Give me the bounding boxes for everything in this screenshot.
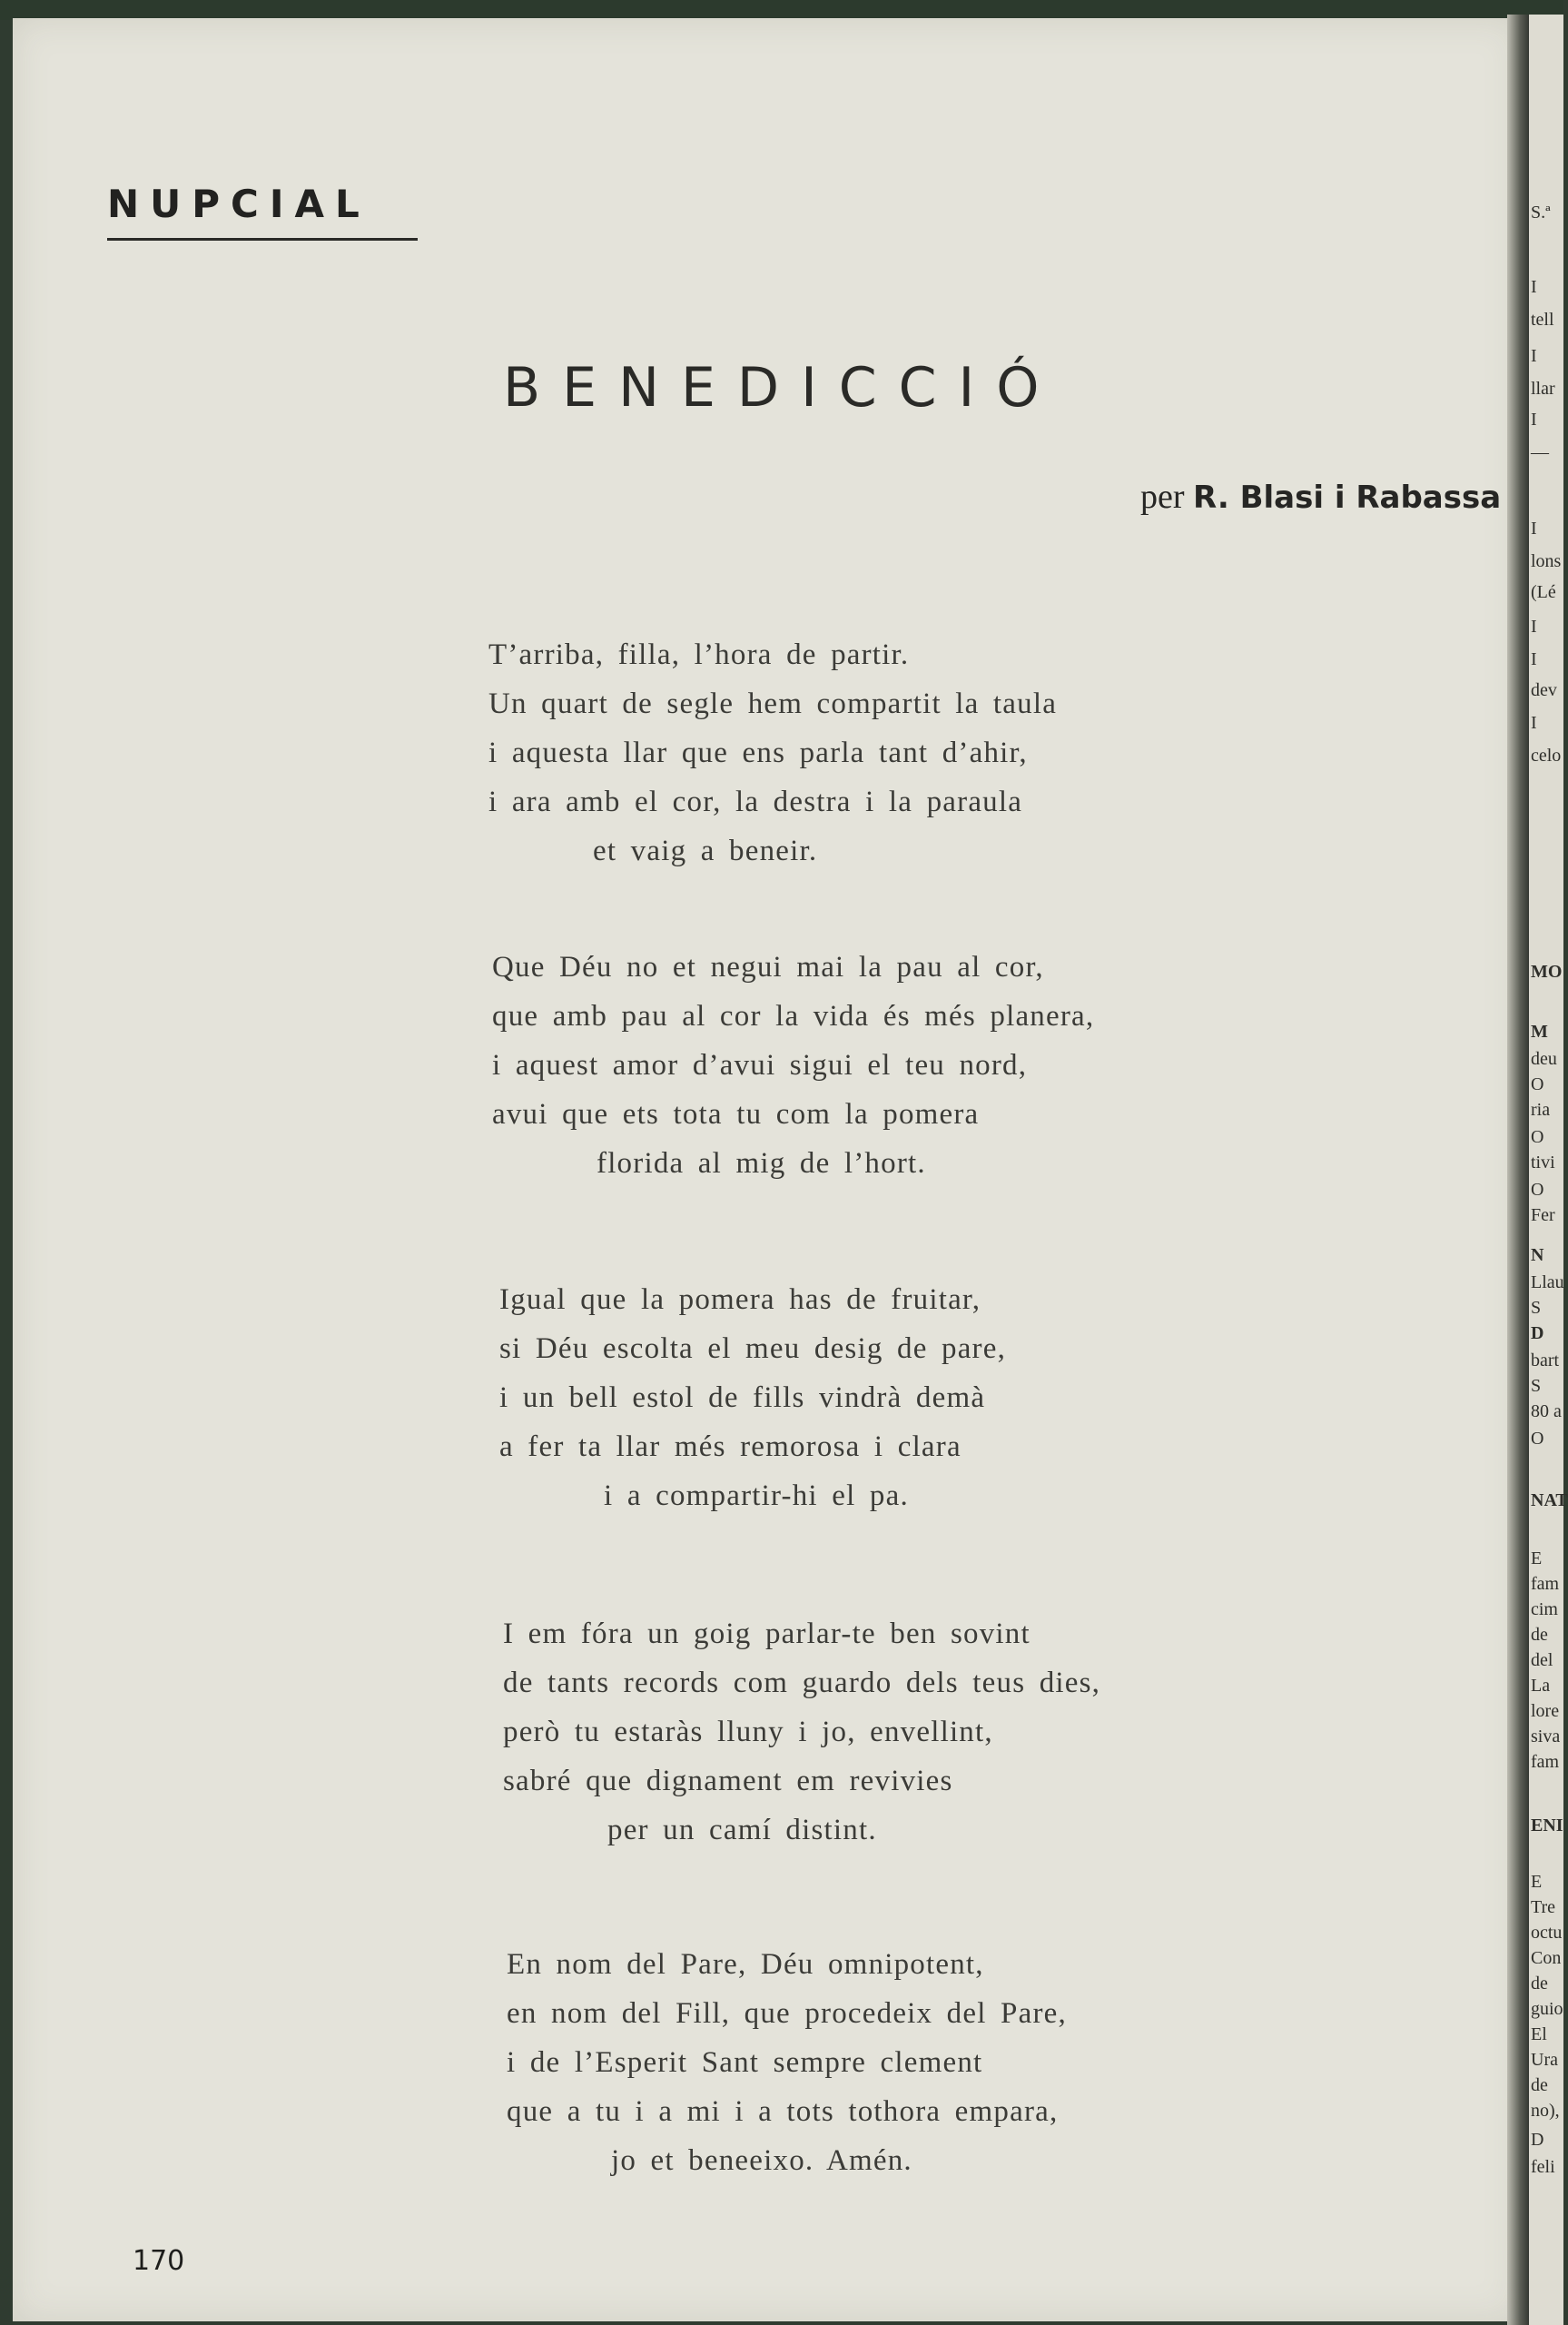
poem-stanza: [499, 1275, 1006, 1520]
adjacent-fragment: S: [1531, 1298, 1542, 1318]
poem-stanza: [492, 943, 1094, 1188]
adjacent-fragment: bart: [1531, 1350, 1560, 1370]
poem-stanza: [507, 1940, 1067, 2185]
page-number: 170: [133, 2245, 185, 2277]
adjacent-fragment: de: [1531, 1974, 1548, 1994]
adjacent-fragment: La: [1531, 1676, 1551, 1696]
adjacent-fragment: O: [1531, 1127, 1544, 1147]
adjacent-fragment: cim: [1531, 1599, 1558, 1619]
adjacent-fragment: I: [1531, 649, 1537, 669]
poem-stanza: [488, 630, 1057, 876]
adjacent-fragment: Con: [1531, 1948, 1562, 1968]
poem-line: sabré que dignament em revivies: [503, 1765, 953, 1797]
poem-line: i un bell estol de fills vindrà demà: [499, 1381, 986, 1414]
poem-line: i ara amb el cor, la destra i la paraula: [488, 786, 1023, 818]
adjacent-fragment: E: [1531, 1872, 1543, 1892]
adjacent-fragment: Fer: [1531, 1205, 1555, 1225]
adjacent-fragment: siva: [1531, 1726, 1561, 1746]
adjacent-fragment: E: [1531, 1548, 1543, 1568]
poem-line: jo et beneeixo. Amén.: [611, 2144, 912, 2177]
adjacent-fragment: llar: [1531, 379, 1555, 399]
adjacent-fragment: D: [1531, 2130, 1544, 2150]
adjacent-fragment: MO: [1531, 962, 1563, 982]
poem-stanza: [503, 1609, 1100, 1855]
scan-border: [0, 0, 1563, 20]
poem-line: florida al mig de l’hort.: [597, 1147, 926, 1180]
adjacent-fragment: celo: [1531, 746, 1562, 766]
adjacent-fragment: Llau: [1531, 1272, 1564, 1292]
poem-line: i de l’Esperit Sant sempre clement: [507, 2046, 983, 2079]
adjacent-fragment: S.ª: [1531, 203, 1551, 223]
byline: [1140, 477, 1501, 517]
section-heading: NUPCIAL: [107, 182, 370, 226]
adjacent-fragment: feli: [1531, 2157, 1555, 2177]
adjacent-fragment: S: [1531, 1376, 1542, 1396]
poem-line: a fer ta llar més remorosa i clara: [499, 1430, 962, 1463]
poem-line: Igual que la pomera has de fruitar,: [499, 1283, 981, 1316]
adjacent-fragment: Tre: [1531, 1897, 1556, 1917]
adjacent-fragment: El: [1531, 2024, 1547, 2044]
adjacent-fragment: fam: [1531, 1574, 1560, 1594]
adjacent-fragment: dev: [1531, 680, 1557, 700]
poem-line: de tants records com guardo dels teus dies,: [503, 1667, 1101, 1699]
adjacent-fragment: D: [1531, 1323, 1544, 1343]
adjacent-fragment: lons: [1531, 551, 1562, 571]
adjacent-fragment: I: [1531, 713, 1537, 733]
poem-line: et vaig a beneir.: [593, 835, 818, 867]
adjacent-fragment: O: [1531, 1074, 1544, 1094]
adjacent-page-edge: [1529, 15, 1568, 2325]
poem-line: i a compartir-hi el pa.: [604, 1479, 909, 1512]
poem-line: Un quart de segle hem compartit la taula: [488, 688, 1058, 720]
adjacent-fragment: M: [1531, 1022, 1548, 1042]
adjacent-fragment: no),: [1531, 2101, 1560, 2121]
adjacent-fragment: octu: [1531, 1923, 1563, 1943]
adjacent-fragment: tivi: [1531, 1153, 1555, 1172]
adjacent-fragment: ria: [1531, 1100, 1551, 1120]
adjacent-fragment: I: [1531, 617, 1537, 637]
poem-title: BENEDICCIÓ: [503, 356, 1061, 420]
adjacent-fragment: NAT: [1531, 1490, 1568, 1510]
adjacent-fragment: fam: [1531, 1752, 1560, 1772]
poem-line: i aquest amor d’avui sigui el teu nord,: [492, 1049, 1028, 1082]
poem-line: en nom del Fill, que procedeix del Pare,: [507, 1997, 1067, 2030]
poem-line: si Déu escolta el meu desig de pare,: [499, 1332, 1007, 1365]
adjacent-fragment: guio: [1531, 1999, 1563, 2019]
poem-line: que amb pau al cor la vida és més planera,: [492, 1000, 1095, 1033]
poem-line: però tu estaràs lluny i jo, envellint,: [503, 1716, 993, 1748]
section-heading-underline: [107, 238, 418, 241]
adjacent-fragment: lore: [1531, 1701, 1560, 1721]
adjacent-fragment: N: [1531, 1245, 1544, 1265]
poem-line: I em fóra un goig parlar-te ben sovint: [503, 1618, 1031, 1650]
poem-line: Que Déu no et negui mai la pau al cor,: [492, 951, 1044, 984]
adjacent-fragment: —: [1531, 442, 1549, 462]
adjacent-fragment: I: [1531, 519, 1537, 539]
adjacent-fragment: O: [1531, 1429, 1544, 1449]
adjacent-fragment: del: [1531, 1650, 1553, 1670]
adjacent-fragment: I: [1531, 346, 1537, 366]
poem-line: per un camí distint.: [607, 1814, 877, 1846]
adjacent-fragment: I: [1531, 277, 1537, 297]
adjacent-fragment: I: [1531, 410, 1537, 430]
book-gutter: [1507, 15, 1531, 2325]
adjacent-fragment: O: [1531, 1180, 1544, 1200]
adjacent-fragment: (Lé: [1531, 582, 1556, 602]
byline-author: R. Blasi i Rabassa: [1193, 480, 1502, 516]
adjacent-fragment: de: [1531, 2075, 1548, 2095]
adjacent-fragment: de: [1531, 1625, 1548, 1645]
adjacent-fragment: 80 a: [1531, 1401, 1562, 1421]
poem-line: que a tu i a mi i a tots tothora empara,: [507, 2095, 1059, 2128]
poem-line: En nom del Pare, Déu omnipotent,: [507, 1948, 984, 1981]
adjacent-fragment: ENI: [1531, 1815, 1563, 1835]
poem-line: avui que ets tota tu com la pomera: [492, 1098, 980, 1131]
adjacent-fragment: tell: [1531, 310, 1554, 330]
adjacent-fragment: Ura: [1531, 2050, 1558, 2070]
poem-line: i aquesta llar que ens parla tant d’ahir,: [488, 737, 1028, 769]
byline-prefix: per: [1140, 478, 1185, 516]
poem-line: T’arriba, filla, l’hora de partir.: [488, 638, 910, 671]
adjacent-fragment: deu: [1531, 1049, 1557, 1069]
